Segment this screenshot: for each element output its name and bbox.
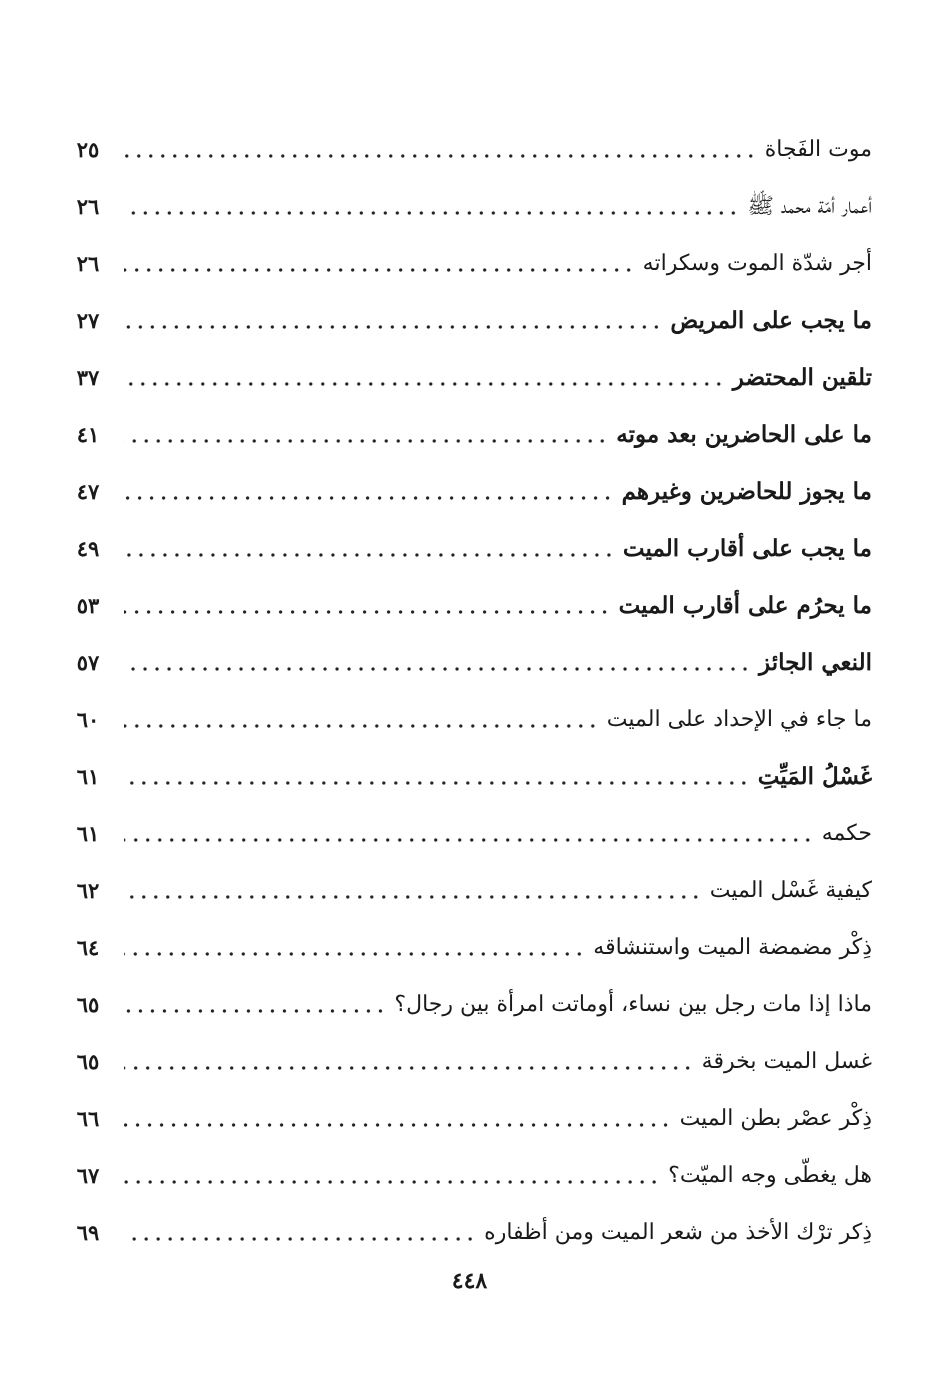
- toc-entry: [60, 397, 872, 454]
- page-number: ٤٤٨: [451, 1268, 488, 1294]
- toc-entry-title: حكمه: [821, 821, 872, 846]
- toc-entry: [60, 283, 872, 340]
- toc-entry-page: ٢٧: [76, 308, 100, 333]
- toc-entry-page: ٤٧: [76, 479, 100, 504]
- toc-entry: [60, 112, 872, 169]
- toc-entry-page: ٦٧: [76, 1163, 100, 1188]
- toc-entry-page: ٦٥: [76, 1049, 100, 1074]
- dot-leader: [124, 1008, 386, 1014]
- toc-entry-title: ما يحرُم على أقارب الميت: [618, 592, 872, 619]
- toc-entry-title: ما على الحاضرين بعد موته: [616, 421, 872, 448]
- dot-leader: [124, 951, 585, 957]
- toc-entry-page: ٢٦: [76, 251, 100, 276]
- toc-entry-title: النعي الجائز: [759, 649, 872, 676]
- toc-entry-title: ذِكْر مضمضة الميت واستنشاقه: [593, 935, 872, 960]
- toc-entry-page: ٤٩: [76, 536, 100, 561]
- table-of-contents: [60, 112, 872, 1252]
- dot-leader: [124, 1179, 660, 1185]
- dot-leader: [124, 267, 635, 273]
- toc-entry: [60, 169, 872, 226]
- toc-entry-page: ٦٤: [76, 935, 100, 960]
- dot-leader: [124, 609, 611, 615]
- toc-entry-page: ٣٧: [76, 365, 100, 390]
- toc-entry: [60, 226, 872, 283]
- dot-leader: [124, 381, 725, 387]
- toc-entry-page: ٦٩: [76, 1220, 100, 1245]
- toc-entry-page: ٦٠: [76, 707, 100, 732]
- dot-leader: [124, 1065, 694, 1071]
- toc-entry-page: ٦١: [76, 821, 100, 846]
- toc-entry-page: ٥٧: [76, 650, 100, 675]
- dot-leader: [124, 552, 615, 558]
- dot-leader: [124, 438, 608, 444]
- toc-entry: [60, 739, 872, 796]
- toc-entry: [60, 910, 872, 967]
- toc-entry: [60, 511, 872, 568]
- toc-entry: [60, 1195, 872, 1252]
- toc-entry-page: ٦٢: [76, 878, 100, 903]
- toc-entry-title: تلقين المحتضر: [732, 364, 872, 391]
- toc-entry-page: ٢٦: [76, 194, 100, 219]
- toc-entry-title: ما جاء في الإحداد على الميت: [606, 707, 872, 732]
- toc-entry-title: أجر شدّة الموت وسكراته: [642, 251, 872, 276]
- toc-entry-title: هل يغطّى وجه الميّت؟: [668, 1163, 872, 1188]
- dot-leader: [124, 666, 751, 672]
- dot-leader: [124, 1236, 476, 1242]
- toc-entry: [60, 625, 872, 682]
- toc-entry-title: موت الفَجاة: [764, 137, 872, 162]
- toc-entry-title: ما يجب على أقارب الميت: [622, 535, 872, 562]
- toc-entry-title: غسل الميت بخرقة: [701, 1049, 872, 1074]
- toc-entry-page: ٦٦: [76, 1106, 100, 1131]
- dot-leader: [124, 1122, 672, 1128]
- dot-leader: [124, 894, 702, 900]
- toc-entry: [60, 340, 872, 397]
- toc-entry-page: ٥٣: [76, 593, 100, 618]
- toc-entry-page: ٢٥: [76, 137, 100, 162]
- toc-entry-title: أعمار أمّة محمد ﷺ: [747, 194, 872, 219]
- toc-entry-page: ٤١: [76, 422, 100, 447]
- dot-leader: [124, 495, 614, 501]
- toc-entry-title: ما يجوز للحاضرين وغيرهم: [621, 478, 872, 505]
- dot-leader: [124, 210, 739, 216]
- toc-entry: [60, 454, 872, 511]
- toc-entry: [60, 853, 872, 910]
- toc-entry-title: ذِكر ترْك الأخذ من شعر الميت ومن أظفاره: [484, 1220, 872, 1245]
- toc-entry: [60, 967, 872, 1024]
- toc-entry: [60, 682, 872, 739]
- toc-entry: [60, 1024, 872, 1081]
- toc-entry-title: ذِكْر عصْر بطن الميت: [679, 1106, 872, 1131]
- toc-entry: [60, 796, 872, 853]
- toc-entry: [60, 568, 872, 625]
- dot-leader: [124, 780, 750, 786]
- toc-entry-page: ٦١: [76, 764, 100, 789]
- toc-entry-title: كيفية غَسْل الميت: [709, 878, 872, 903]
- dot-leader: [124, 153, 757, 159]
- dot-leader: [124, 837, 814, 843]
- toc-entry-title: ما يجب على المريض: [670, 307, 872, 334]
- toc-entry: [60, 1138, 872, 1195]
- toc-entry-title: ماذا إذا مات رجل بين نساء، أوماتت امرأة بين رجال؟: [394, 992, 872, 1017]
- dot-leader: [124, 723, 599, 729]
- toc-entry-page: ٦٥: [76, 992, 100, 1017]
- toc-entry-title: غَسْلُ المَيِّتِ: [757, 763, 872, 790]
- toc-entry: [60, 1081, 872, 1138]
- dot-leader: [124, 324, 662, 330]
